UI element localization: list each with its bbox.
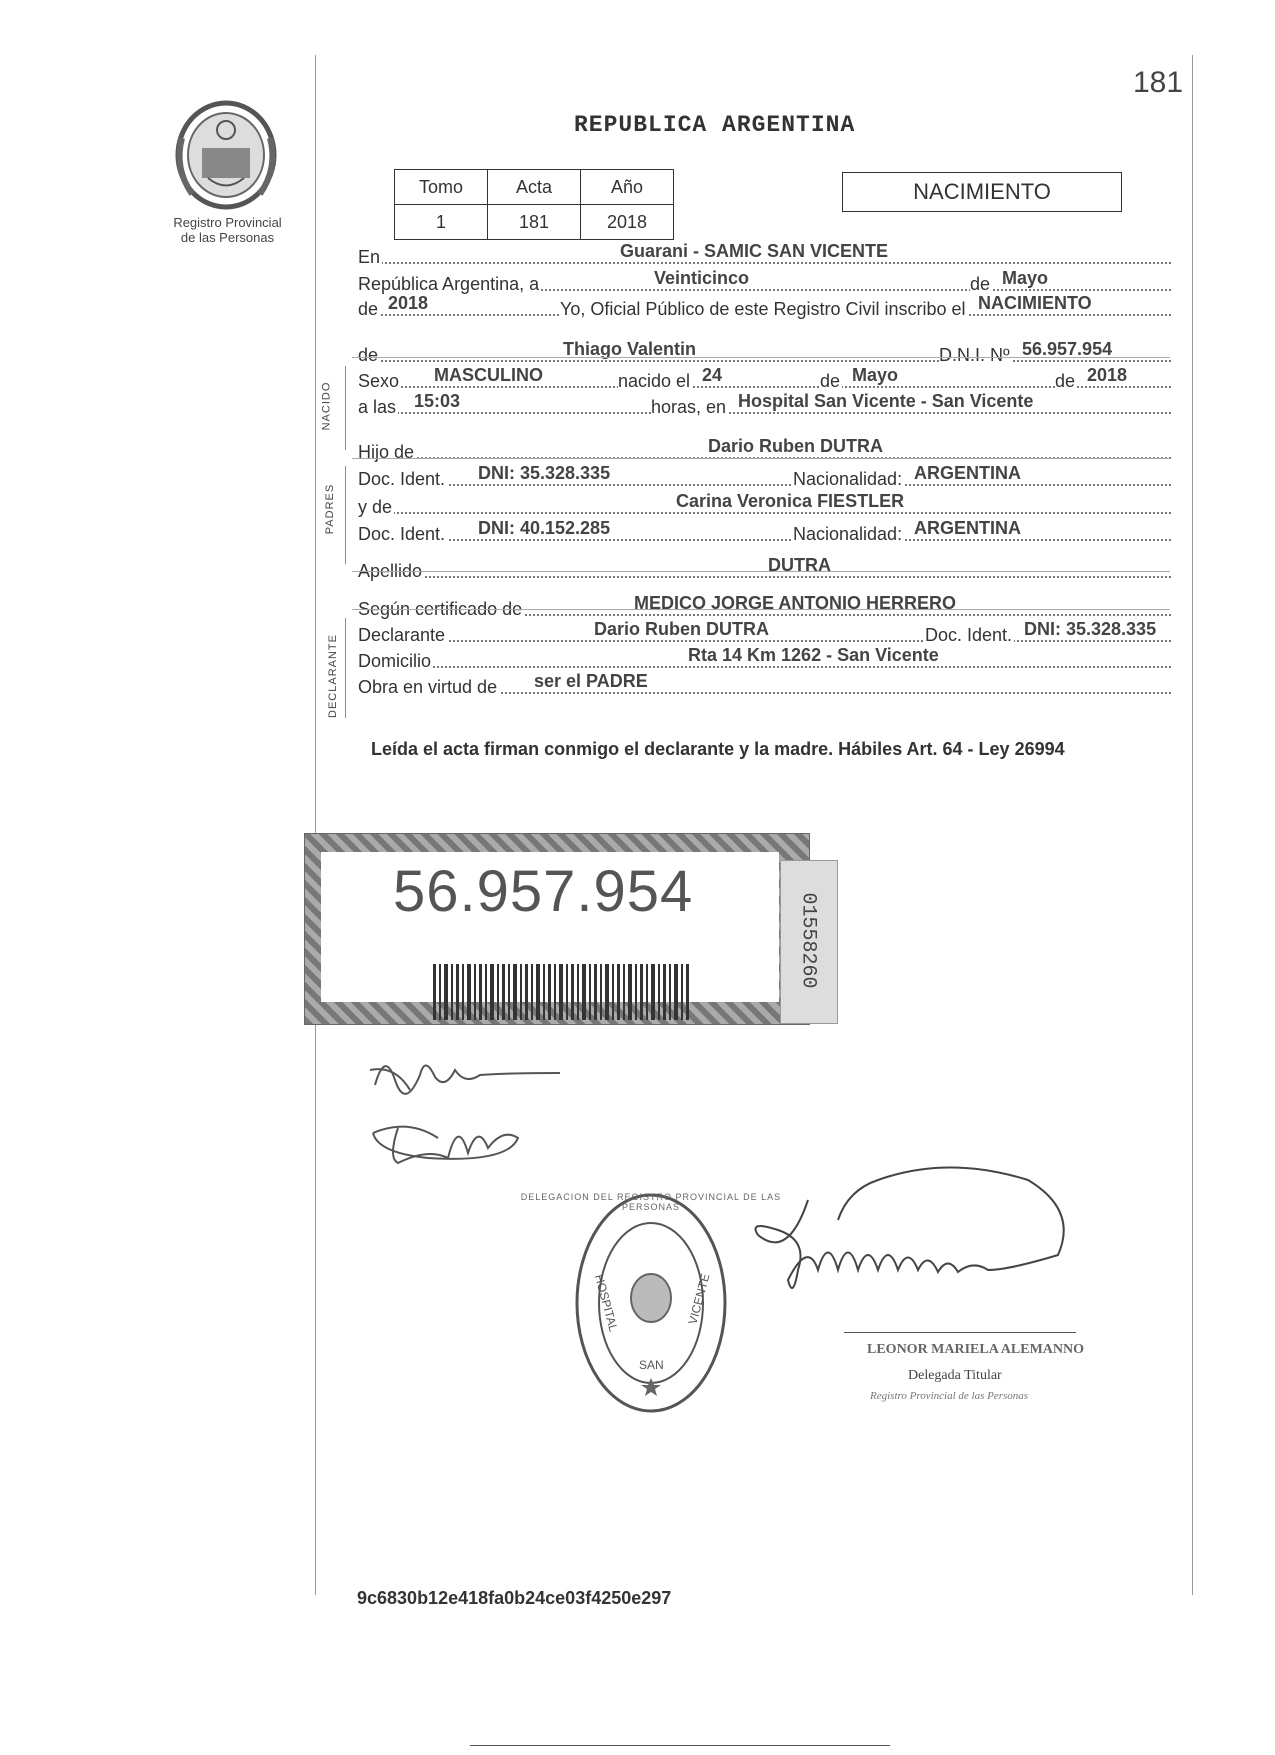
field-value: Dario Ruben DUTRA [708,436,883,456]
field-value: Guarani - SAMIC SAN VICENTE [620,241,889,261]
section-label-padres: PADRES [324,483,337,535]
official-role: Delegada Titular [908,1368,1002,1383]
page-number: 181 [1133,66,1184,99]
field-value: Hospital San Vicente - San Vicente [738,391,1034,411]
dotted-leader [358,539,1171,541]
field-label: Declarante [358,625,446,645]
dotted-leader [358,386,1171,388]
field-label: de [358,299,379,319]
section-separator [352,609,1170,610]
field-label: de [358,345,379,365]
field-value: ARGENTINA [914,518,1021,538]
form-line [358,519,1171,545]
field-label: Nacionalidad: [793,469,903,489]
form-line [358,294,1171,320]
field-value: 2018 [388,293,429,313]
field-value: Mayo [852,365,899,385]
field-value: 24 [702,365,723,385]
field-value: DNI: 35.328.335 [478,463,611,483]
form-line [358,672,1171,698]
form-line [358,646,1171,672]
field-value: 56.957.954 [1022,339,1113,359]
field-label: de [970,274,991,294]
official-signature-underline [844,1332,1076,1333]
field-value: Veinticinco [654,268,750,288]
stamp-inner-right: VICENTE [685,1272,713,1326]
nacido-bracket [345,366,346,450]
form-line [358,392,1171,418]
field-label: nacido el [618,371,691,391]
field-label: Yo, Oficial Público de este Registro Civil inscribo el [560,299,966,319]
field-label: D.N.I. Nº [939,345,1010,365]
field-label: Doc. Ident. [925,625,1013,645]
act-type-box: NACIMIENTO [842,172,1122,212]
dotted-leader [358,262,1171,264]
right-margin-line [1192,55,1193,1595]
field-value: Carina Veronica FIESTLER [676,491,905,511]
registry-name-line1: Registro Provincial [173,215,282,230]
form-line [358,437,1171,463]
barcode-icon [433,964,713,1020]
field-label: Doc. Ident. [358,524,446,544]
tomo-value: 1 [395,205,488,240]
field-value: MEDICO JORGE ANTONIO HERRERO [634,593,957,613]
field-value: DNI: 40.152.285 [478,518,611,538]
dotted-leader [358,360,1171,362]
field-label: a las [358,397,397,417]
province-seal-icon [170,98,282,213]
stamp-inner-left: HOSPITAL [591,1272,621,1334]
dni-sticker-number: 56.957.954 [393,859,694,924]
field-value: Mayo [1002,268,1049,288]
field-label: y de [358,497,393,517]
serial-number: 01558260 [796,892,820,989]
field-value: DUTRA [768,555,831,575]
field-label: horas, en [651,397,727,417]
legal-note: Leída el acta firman conmigo el declarante y la madre. Hábiles Art. 64 - Ley 26994 [371,739,1065,759]
mother-signature [368,1108,528,1173]
official-signature [748,1160,1078,1330]
form-line [358,492,1171,518]
field-value: ARGENTINA [914,463,1021,483]
section-separator [352,458,1170,459]
field-value: 2018 [1087,365,1128,385]
serial-label [780,860,838,1024]
field-label: Apellido [358,561,423,581]
field-label: de [1055,371,1076,391]
section-separator [352,357,1170,358]
dni-sticker-panel [321,852,779,1002]
field-label: Obra en virtud de [358,677,498,697]
form-line [358,269,1171,295]
dotted-leader [358,576,1171,578]
field-label: Según certificado de [358,599,523,619]
acta-header: Acta [488,170,581,205]
field-label: Domicilio [358,651,432,671]
acta-value: 181 [488,205,581,240]
field-value: Dario Ruben DUTRA [594,619,769,639]
official-stamp [520,1188,782,1418]
field-label: Doc. Ident. [358,469,446,489]
registry-name-line2: de las Personas [180,230,275,245]
form-line [358,620,1171,646]
field-value: DNI: 35.328.335 [1024,619,1157,639]
official-name: LEONOR MARIELA ALEMANNO [867,1342,1085,1357]
official-office: Registro Provincial de las Personas [870,1390,1029,1402]
stamp-inner-bottom: SAN [639,1358,664,1372]
field-label: Hijo de [358,442,415,462]
form-line [358,242,1171,268]
form-line [358,464,1171,490]
document-hash: 9c6830b12e418fa0b24ce03f4250e297 [357,1588,672,1608]
anio-value: 2018 [581,205,674,240]
father-signature [365,1045,565,1105]
form-line [358,556,1171,582]
document-title: REPUBLICA ARGENTINA [574,112,856,138]
field-label: Nacionalidad: [793,524,903,544]
registry-name [150,215,305,245]
province-logo [170,98,282,213]
field-value: ser el PADRE [534,671,648,691]
tomo-header: Tomo [395,170,488,205]
dotted-leader [358,666,1171,668]
stamp-ring-text: DELEGACION DEL REGISTRO PROVINCIAL DE LAS PERSONAS [520,1192,782,1212]
field-label: Sexo [358,371,400,391]
bottom-edge-line [470,1745,890,1746]
field-value: NACIMIENTO [978,293,1092,313]
stamp-oval-icon [571,1188,731,1418]
record-table [394,169,674,240]
form-line [358,340,1171,366]
field-value: 15:03 [414,391,461,411]
field-label: En [358,247,381,267]
declarante-bracket [345,618,346,718]
section-label-nacido: NACIDO [320,381,333,431]
left-margin-line [315,55,316,1595]
record-table-header [395,170,674,205]
field-label: de [820,371,841,391]
anio-header: Año [581,170,674,205]
dotted-leader [358,640,1171,642]
dotted-leader [358,512,1171,514]
dni-sticker [304,833,810,1025]
field-value: Rta 14 Km 1262 - San Vicente [688,645,939,665]
form-line [358,594,1171,620]
section-label-declarante: DECLARANTE [326,634,339,718]
field-label: República Argentina, a [358,274,540,294]
record-table-values [395,205,674,240]
form-line [358,366,1171,392]
field-value: MASCULINO [434,365,543,385]
dotted-leader [358,412,1171,414]
section-separator [352,571,1170,572]
padres-bracket [345,466,346,564]
field-value: Thiago Valentin [563,339,697,359]
dotted-leader [358,484,1171,486]
